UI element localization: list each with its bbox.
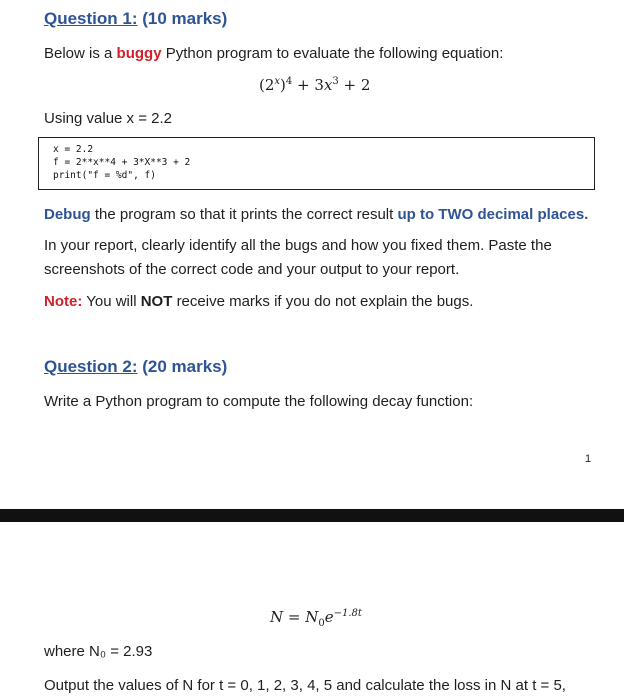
eq-part: = xyxy=(283,608,306,626)
eq-part: (2 xyxy=(259,76,275,94)
debug-text: the program so that it prints the correct result xyxy=(94,206,394,223)
eq-part: + 2 xyxy=(338,76,371,94)
page-break-bar xyxy=(0,509,624,522)
question-2-marks: (20 marks) xyxy=(142,357,228,376)
debug-word: Debug xyxy=(44,206,91,223)
buggy-word: buggy xyxy=(116,45,162,62)
output-instruction: Output the values of N for t = 0, 1, 2, 3, 4, 5 and calculate the loss in N at t = 5, xyxy=(44,677,566,694)
question-2-title: Question 2: xyxy=(44,357,138,376)
code-line: f = 2**x**4 + 3*X**3 + 2 xyxy=(53,157,191,168)
decay-equation xyxy=(270,608,362,629)
decimal-places-text: up to TWO decimal places. xyxy=(397,206,589,223)
eq-part: x xyxy=(274,76,281,87)
question-1-equation xyxy=(259,76,370,94)
eq-part: ) xyxy=(280,76,286,94)
note-label: Note: xyxy=(44,293,83,310)
question-1-title: Question 1: xyxy=(44,9,138,28)
eq-part: −1.8t xyxy=(333,608,362,619)
eq-part: 4 xyxy=(285,76,293,87)
question-1-marks: (10 marks) xyxy=(142,9,228,28)
report-line-2: screenshots of the correct code and your output to your report. xyxy=(44,261,460,278)
eq-part: N xyxy=(305,608,319,626)
where-line: where N₀ = 2.93 xyxy=(44,643,153,660)
note-text-tail: receive marks if you do not explain the bugs. xyxy=(176,293,474,310)
note-text: You will xyxy=(86,293,137,310)
using-value-text: Using value x = 2.2 xyxy=(44,110,172,127)
note-not: NOT xyxy=(140,293,173,310)
debug-instruction xyxy=(44,203,588,227)
eq-part: 0 xyxy=(318,618,325,629)
note-line xyxy=(44,290,473,314)
page-number: 1 xyxy=(585,453,592,465)
code-line: x = 2.2 xyxy=(53,144,94,155)
question-2-heading xyxy=(44,357,227,377)
eq-part: x xyxy=(323,76,333,94)
question-1-heading xyxy=(44,9,227,29)
question-2-intro: Write a Python program to compute the following decay function: xyxy=(44,393,474,410)
intro-text-tail: Python program to evaluate the following equation: xyxy=(165,45,504,62)
intro-text: Below is a xyxy=(44,45,113,62)
question-1-intro xyxy=(44,42,503,66)
code-snippet-box xyxy=(38,137,595,190)
eq-part: e xyxy=(324,608,334,626)
eq-part: N xyxy=(270,608,284,626)
code-line: print("f = %d", f) xyxy=(53,170,156,181)
eq-part: 3 xyxy=(332,76,339,87)
report-line-1: In your report, clearly identify all the bugs and how you fixed them. Paste the xyxy=(44,237,552,254)
eq-part: + 3 xyxy=(292,76,324,94)
